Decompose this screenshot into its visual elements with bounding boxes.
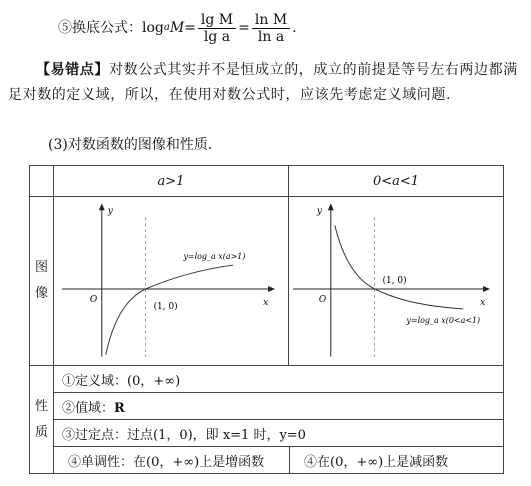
prop-fixed-point: ③过定点：过点(1，0)，即 x=1 时，y=0 [54,420,504,447]
point-label: (1, 0) [153,301,178,312]
graph-a-gt-1 [54,197,289,366]
formula-log-base: a [163,22,170,33]
row-label-graph-1: 图 [34,260,48,275]
error-note-label: 【易错点】 [36,62,109,78]
header-a-gt-1: a>1 [54,166,289,197]
prop-range-prefix: ②值域： [62,400,115,416]
frac-ln-numerator: ln M [252,12,290,29]
frac-lg-denominator: lg a [203,28,231,45]
prop-monotonicity-split [54,447,503,473]
y-axis-label: y [316,206,322,217]
error-note-paragraph [8,58,520,108]
y-axis-arrow [99,203,105,210]
row-label-props [30,366,54,474]
graph-a-lt-1-svg [289,197,503,365]
row-label-graph [30,197,54,366]
point-label: (1, 0) [382,275,407,286]
prop-monotonicity [54,447,504,474]
x-axis-arrow [268,286,275,292]
log-curve-decreasing [335,225,463,309]
origin-label: O [318,294,327,305]
formula-log: log [142,20,164,36]
curve-label: y=log_a x(0<a<1) [406,315,481,325]
x-axis-label: x [480,297,486,308]
prop-mono-increasing: ④单调性：在(0，+∞)上是增函数 [68,454,265,470]
change-of-base-formula [58,8,531,48]
section-title: (3)对数函数的图像和性质. [48,137,213,153]
frac-ln-denominator: ln a [257,28,285,45]
prop-range-value: R [114,400,125,416]
origin-label: O [89,294,98,305]
prop-mono-decreasing: ④在(0，+∞)上是减函数 [289,447,503,473]
formula-end: . [292,20,297,36]
formula-eq2: = [238,20,250,36]
x-axis-label: x [263,297,269,308]
formula-fraction-lg [198,12,236,45]
prop-domain: ①定义域：(0，+∞) [54,366,504,393]
row-label-props-1: 性 [34,398,48,414]
y-axis-label: y [107,206,113,217]
row-label-graph-2: 像 [34,286,48,301]
formula-fraction-ln [252,12,290,45]
formula-marker: ⑤换底公式： [58,20,142,36]
error-note-text: 对数公式其实并不是恒成立的，成立的前提是等号左右两边都满足对数的定义域，所以，在使用对数公式时，应该先考虑定义域问题. [8,62,518,103]
formula-eq1: = [184,20,196,36]
curve-label: y=log_a x(a>1) [183,252,246,262]
x-axis-arrow [483,286,490,292]
graph-a-gt-1-svg [54,197,288,365]
row-label-props-2: 质 [34,424,48,440]
frac-lg-numerator: lg M [198,12,236,29]
log-function-table [29,165,504,474]
graph-a-lt-1 [289,197,504,366]
table-corner-cell [30,166,54,197]
formula-log-arg: M [169,20,185,36]
prop-range [54,393,504,420]
header-a-lt-1: 0<a<1 [289,166,504,197]
y-axis-arrow [328,203,334,210]
